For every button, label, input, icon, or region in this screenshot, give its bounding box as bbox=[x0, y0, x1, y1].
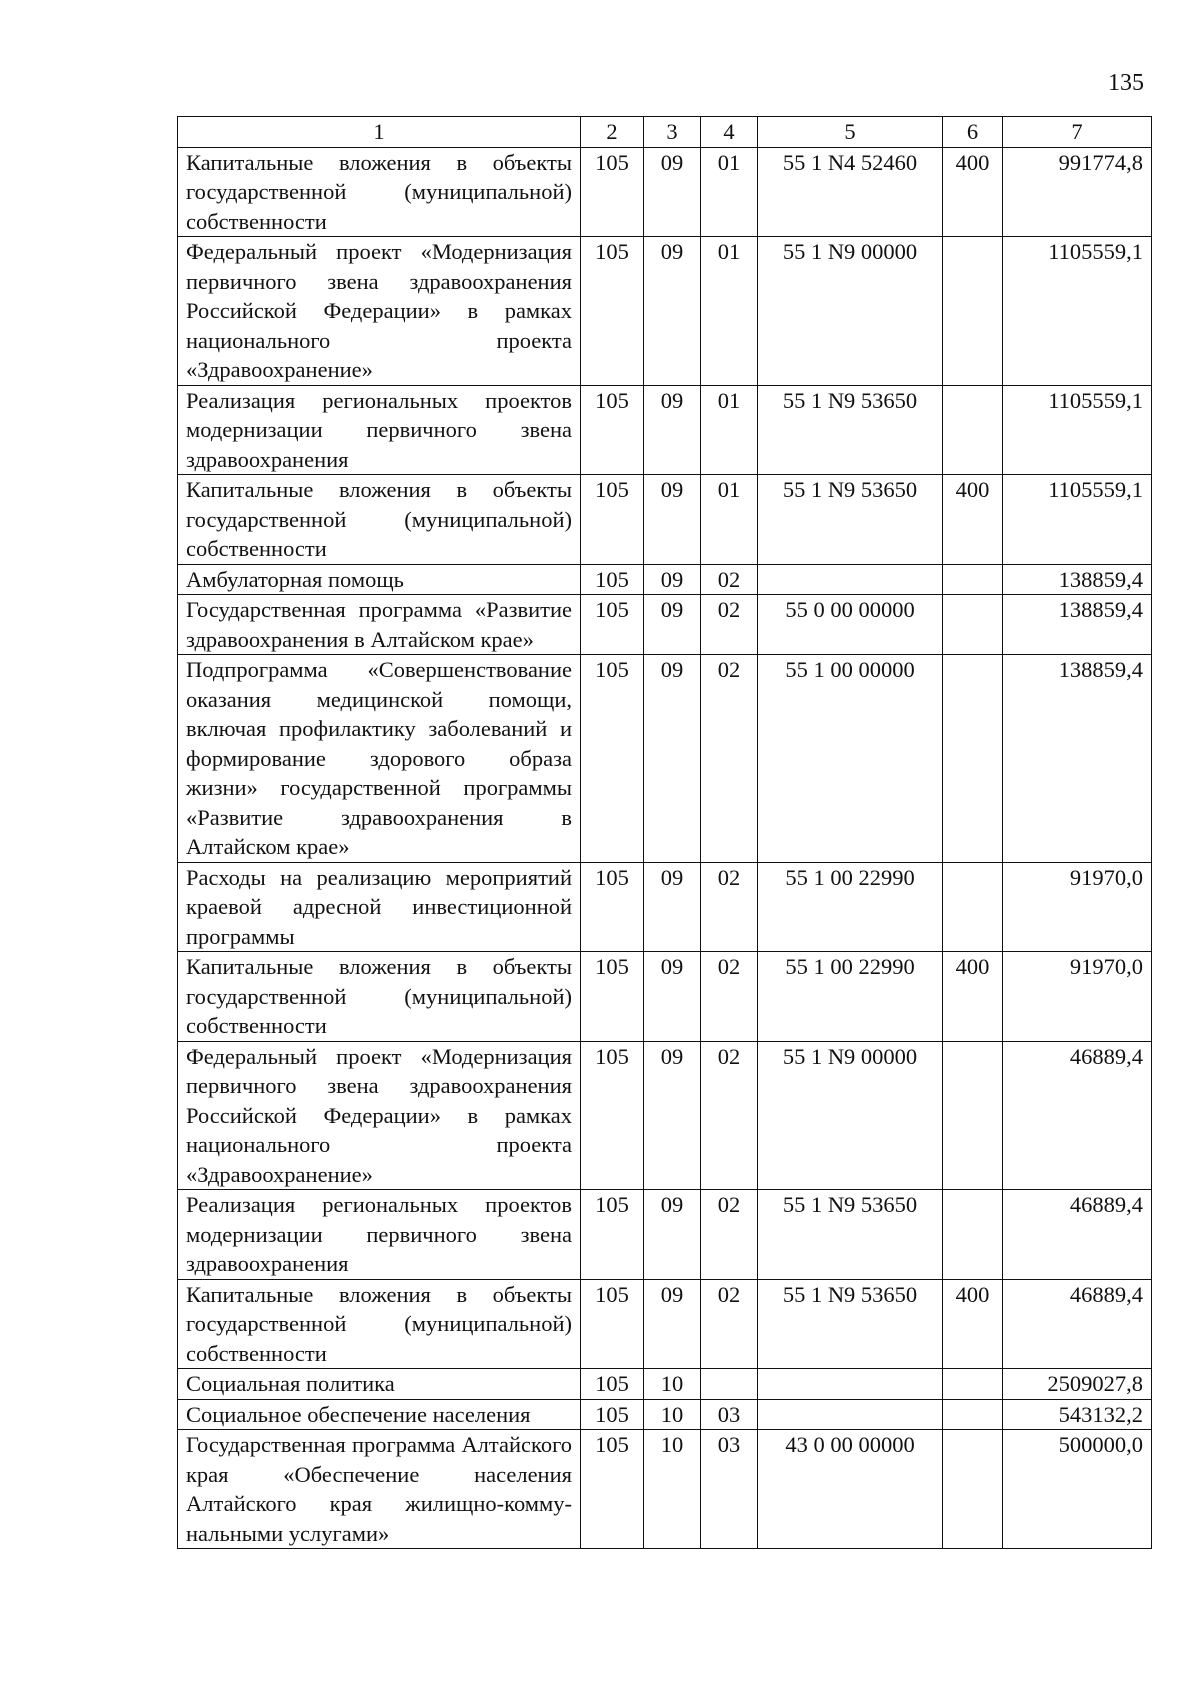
code-cell: 105 bbox=[581, 1190, 644, 1280]
code-cell: 105 bbox=[581, 1369, 644, 1400]
code-cell: 55 1 N9 53650 bbox=[758, 1279, 943, 1369]
table-row bbox=[178, 655, 1152, 863]
amount-cell: 46889,4 bbox=[1003, 1279, 1152, 1369]
code-cell: 105 bbox=[581, 1430, 644, 1549]
code-cell: 03 bbox=[701, 1399, 758, 1430]
table-row bbox=[178, 1041, 1152, 1190]
amount-cell: 1105559,1 bbox=[1003, 237, 1152, 386]
code-cell: 02 bbox=[701, 862, 758, 952]
table-row bbox=[178, 147, 1152, 237]
code-cell: 10 bbox=[644, 1430, 701, 1549]
column-header: 1 bbox=[178, 117, 581, 148]
item-name: Федеральный проект «Модернизация первичного звена здравоохранения Российской Федерации» в рамках национального проекта «Здравоохранение» bbox=[178, 237, 581, 386]
code-cell: 55 1 N9 53650 bbox=[758, 385, 943, 475]
column-header: 5 bbox=[758, 117, 943, 148]
code-cell: 400 bbox=[943, 147, 1003, 237]
amount-cell: 46889,4 bbox=[1003, 1041, 1152, 1190]
code-cell: 09 bbox=[644, 385, 701, 475]
budget-table bbox=[177, 116, 1152, 1549]
amount-cell: 2509027,8 bbox=[1003, 1369, 1152, 1400]
amount-cell: 500000,0 bbox=[1003, 1430, 1152, 1549]
code-cell: 02 bbox=[701, 595, 758, 655]
code-cell: 09 bbox=[644, 564, 701, 595]
code-cell: 55 1 00 22990 bbox=[758, 862, 943, 952]
amount-cell: 138859,4 bbox=[1003, 564, 1152, 595]
table-row bbox=[178, 952, 1152, 1042]
code-cell: 03 bbox=[701, 1430, 758, 1549]
code-cell: 01 bbox=[701, 475, 758, 565]
table-row bbox=[178, 564, 1152, 595]
column-header: 7 bbox=[1003, 117, 1152, 148]
table-row bbox=[178, 862, 1152, 952]
amount-cell: 1105559,1 bbox=[1003, 475, 1152, 565]
code-cell: 55 0 00 00000 bbox=[758, 595, 943, 655]
code-cell: 55 1 N9 53650 bbox=[758, 1190, 943, 1280]
code-cell: 01 bbox=[701, 147, 758, 237]
code-cell bbox=[943, 1369, 1003, 1400]
code-cell bbox=[943, 1430, 1003, 1549]
column-header: 4 bbox=[701, 117, 758, 148]
amount-cell: 1105559,1 bbox=[1003, 385, 1152, 475]
code-cell: 400 bbox=[943, 475, 1003, 565]
code-cell: 105 bbox=[581, 655, 644, 863]
table-row bbox=[178, 385, 1152, 475]
code-cell: 55 1 N9 53650 bbox=[758, 475, 943, 565]
table-row bbox=[178, 237, 1152, 386]
amount-cell: 138859,4 bbox=[1003, 655, 1152, 863]
code-cell: 55 1 N9 00000 bbox=[758, 1041, 943, 1190]
item-name: Федеральный проект «Модернизация первичного звена здравоохранения Российской Федерации» в рамках национального проекта «Здравоохранение» bbox=[178, 1041, 581, 1190]
amount-cell: 138859,4 bbox=[1003, 595, 1152, 655]
code-cell: 105 bbox=[581, 564, 644, 595]
column-header: 6 bbox=[943, 117, 1003, 148]
column-header: 2 bbox=[581, 117, 644, 148]
code-cell: 105 bbox=[581, 952, 644, 1042]
code-cell: 09 bbox=[644, 237, 701, 386]
item-name: Государственная программа Алтайского края «Обеспечение населения Алтайского края жилищно-коммунальными услугами» bbox=[178, 1430, 581, 1549]
code-cell: 10 bbox=[644, 1369, 701, 1400]
code-cell: 02 bbox=[701, 655, 758, 863]
code-cell bbox=[943, 1399, 1003, 1430]
code-cell: 400 bbox=[943, 952, 1003, 1042]
code-cell bbox=[943, 385, 1003, 475]
amount-cell: 543132,2 bbox=[1003, 1399, 1152, 1430]
item-name: Государственная программа «Развитие здравоохранения в Алтайском крае» bbox=[178, 595, 581, 655]
code-cell bbox=[943, 595, 1003, 655]
item-name: Реализация региональных проектов модернизации первичного звена здравоохранения bbox=[178, 385, 581, 475]
code-cell bbox=[701, 1369, 758, 1400]
table-row bbox=[178, 1399, 1152, 1430]
item-name: Капитальные вложения в объекты государственной (муниципальной) собственности bbox=[178, 1279, 581, 1369]
code-cell bbox=[943, 237, 1003, 386]
code-cell: 105 bbox=[581, 862, 644, 952]
code-cell: 400 bbox=[943, 1279, 1003, 1369]
code-cell bbox=[758, 564, 943, 595]
code-cell: 09 bbox=[644, 475, 701, 565]
code-cell: 02 bbox=[701, 564, 758, 595]
code-cell: 09 bbox=[644, 1041, 701, 1190]
code-cell: 01 bbox=[701, 385, 758, 475]
code-cell bbox=[758, 1369, 943, 1400]
table-row bbox=[178, 1279, 1152, 1369]
table-row bbox=[178, 475, 1152, 565]
code-cell: 09 bbox=[644, 952, 701, 1042]
code-cell: 105 bbox=[581, 1399, 644, 1430]
code-cell: 43 0 00 00000 bbox=[758, 1430, 943, 1549]
item-name: Реализация региональных проектов модернизации первичного звена здравоохранения bbox=[178, 1190, 581, 1280]
code-cell: 105 bbox=[581, 385, 644, 475]
page-number: 135 bbox=[1108, 70, 1144, 96]
code-cell: 09 bbox=[644, 147, 701, 237]
table-row bbox=[178, 1190, 1152, 1280]
table-header-row bbox=[178, 117, 1152, 148]
code-cell: 105 bbox=[581, 1041, 644, 1190]
code-cell bbox=[943, 862, 1003, 952]
code-cell: 09 bbox=[644, 655, 701, 863]
item-name: Капитальные вложения в объекты государственной (муниципальной) собственности bbox=[178, 952, 581, 1042]
column-header: 3 bbox=[644, 117, 701, 148]
code-cell bbox=[758, 1399, 943, 1430]
item-name: Амбулаторная помощь bbox=[178, 564, 581, 595]
code-cell: 105 bbox=[581, 475, 644, 565]
table-row bbox=[178, 1369, 1152, 1400]
amount-cell: 991774,8 bbox=[1003, 147, 1152, 237]
code-cell: 55 1 00 22990 bbox=[758, 952, 943, 1042]
code-cell: 09 bbox=[644, 1279, 701, 1369]
code-cell: 02 bbox=[701, 952, 758, 1042]
amount-cell: 91970,0 bbox=[1003, 862, 1152, 952]
code-cell: 55 1 N9 00000 bbox=[758, 237, 943, 386]
code-cell: 105 bbox=[581, 147, 644, 237]
code-cell: 09 bbox=[644, 1190, 701, 1280]
code-cell: 10 bbox=[644, 1399, 701, 1430]
item-name: Капитальные вложения в объекты государственной (муниципальной) собственности bbox=[178, 147, 581, 237]
item-name: Социальная политика bbox=[178, 1369, 581, 1400]
item-name: Подпрограмма «Совершенствование оказания медицинской помощи, включая профилактику заболеваний и формирование здорового образа жизни» государственной программы «Развитие здравоохранения в Алтайском крае» bbox=[178, 655, 581, 863]
code-cell: 02 bbox=[701, 1190, 758, 1280]
code-cell: 02 bbox=[701, 1041, 758, 1190]
code-cell: 55 1 00 00000 bbox=[758, 655, 943, 863]
code-cell: 02 bbox=[701, 1279, 758, 1369]
table-row bbox=[178, 595, 1152, 655]
code-cell: 55 1 N4 52460 bbox=[758, 147, 943, 237]
code-cell: 09 bbox=[644, 862, 701, 952]
code-cell: 105 bbox=[581, 1279, 644, 1369]
item-name: Расходы на реализацию мероприятий краевой адресной инвестиционной программы bbox=[178, 862, 581, 952]
code-cell bbox=[943, 1190, 1003, 1280]
code-cell: 105 bbox=[581, 237, 644, 386]
code-cell bbox=[943, 1041, 1003, 1190]
item-name: Социальное обеспечение населения bbox=[178, 1399, 581, 1430]
table-row bbox=[178, 1430, 1152, 1549]
amount-cell: 46889,4 bbox=[1003, 1190, 1152, 1280]
code-cell: 01 bbox=[701, 237, 758, 386]
item-name: Капитальные вложения в объекты государственной (муниципальной) собственности bbox=[178, 475, 581, 565]
code-cell bbox=[943, 564, 1003, 595]
code-cell: 105 bbox=[581, 595, 644, 655]
amount-cell: 91970,0 bbox=[1003, 952, 1152, 1042]
code-cell bbox=[943, 655, 1003, 863]
code-cell: 09 bbox=[644, 595, 701, 655]
